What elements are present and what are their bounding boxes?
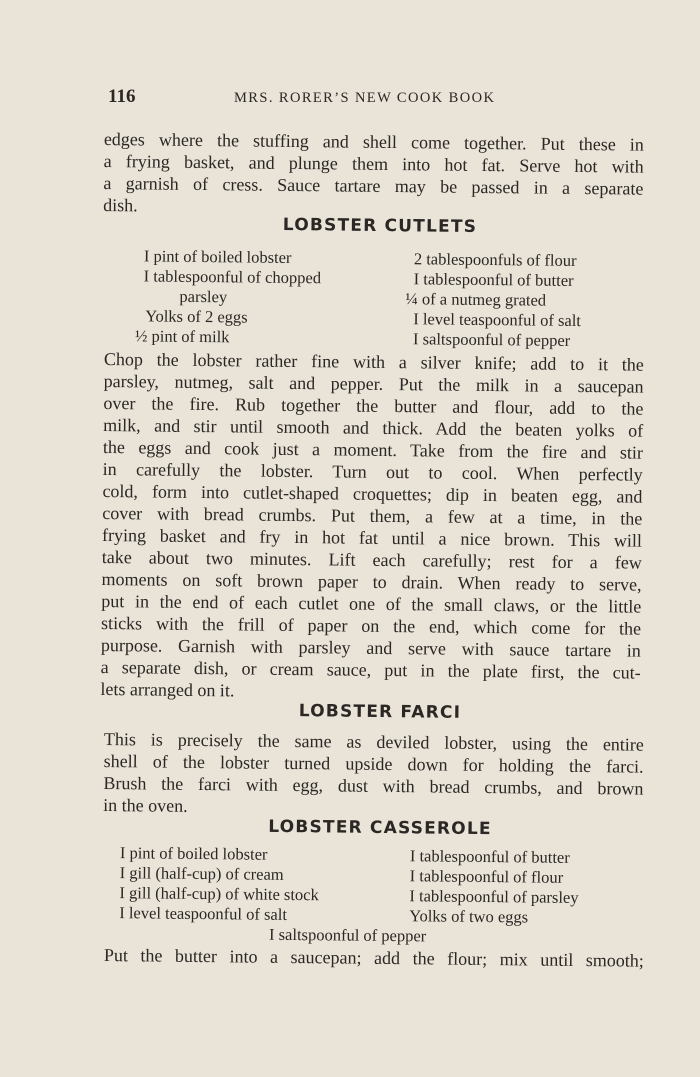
text-line: sticks with the frill of paper on the end, which come for the	[101, 612, 642, 639]
ingredient-right: Yolks of two eggs	[409, 906, 529, 927]
text-line: parsley, nutmeg, salt and pepper. Put the milk in a saucepan	[103, 370, 644, 397]
text-line: shell of the lobster turned upside down for holding the farci.	[103, 750, 644, 777]
ingredient-left: parsley	[179, 286, 228, 307]
text-line: purpose. Garnish with parsley and serve with sauce tartare in	[100, 634, 641, 661]
section-title-lobster-farci: LOBSTER FARCI	[298, 701, 462, 723]
text-line: take about two minutes. Lift each carefully; rest for a few	[101, 546, 642, 573]
page-header	[108, 86, 648, 112]
text-line: edges where the stuffing and shell come together. Put these in	[103, 128, 644, 155]
ingredient-left: I gill (half-cup) of cream	[119, 863, 284, 884]
ingredient-right: ¼ of a nutmeg grated	[405, 289, 547, 310]
ingredient-right: I tablespoonful of butter	[413, 269, 574, 290]
text-line: in the oven.	[103, 794, 188, 816]
ingredient-row	[103, 326, 643, 352]
text-line: Brush the farci with egg, dust with bread crumbs, and brown	[103, 772, 644, 799]
text-line: Put the butter into a saucepan; add the flour; mix until smooth;	[103, 944, 644, 971]
ingredient-left: I level teaspoonful of salt	[119, 903, 288, 924]
ingredient-centered: I saltspoonful of pepper	[268, 924, 427, 946]
text-line: put in the end of each cutlet one of the small claws, or the little	[101, 590, 642, 617]
ingredient-right: I tablespoonful of butter	[409, 846, 570, 867]
ingredient-left: I gill (half-cup) of white stock	[119, 883, 319, 905]
ingredient-right: I saltspoonful of pepper	[412, 329, 571, 350]
ingredients-lobster-cutlets	[103, 246, 644, 352]
text-line: frying basket and fry in hot fat until a nice brown. This will	[101, 524, 643, 551]
ingredient-left: I pint of boiled lobster	[143, 246, 292, 267]
ingredient-left: ½ pint of milk	[134, 326, 230, 347]
section-title-lobster-cutlets: LOBSTER CUTLETS	[282, 214, 478, 238]
ingredient-right: I tablespoonful of flour	[409, 866, 564, 887]
text-line: over the fire. Rub together the butter and flour, add to the	[103, 392, 644, 419]
ingredient-left: Yolks of 2 eggs	[145, 306, 248, 327]
ingredient-left: I tablespoonful of chopped	[143, 266, 322, 288]
ingredient-right: 2 tablespoonfuls of flour	[413, 249, 577, 270]
ingredients-lobster-casserole	[103, 843, 644, 949]
section-title-lobster-casserole: LOBSTER CASSEROLE	[268, 816, 492, 840]
page-number: 116	[108, 86, 136, 107]
text-line: This is precisely the same as deviled lobster, using the entire	[103, 728, 644, 755]
paragraph-lobster-cutlets	[100, 348, 644, 706]
text-line: the eggs and cook just a moment. Take from the fire and stir	[102, 436, 644, 463]
running-head: MRS. RORER’S NEW COOK BOOK	[234, 90, 496, 106]
text-line: a frying basket, and plunge them into hot fat. Serve hot with	[103, 150, 644, 177]
text-line: a separate dish, or cream sauce, put in the plate first, the cut-	[100, 656, 641, 683]
text-line: a garnish of cress. Sauce tartare may be passed in a separate	[103, 172, 644, 199]
text-line: milk, and stir until smooth and thick. Add the beaten yolks of	[103, 414, 644, 441]
ingredient-right: I level teaspoonful of salt	[413, 309, 582, 330]
text-line: in carefully the lobster. Turn out to cool. When perfectly	[102, 458, 643, 485]
text-line: Chop the lobster rather fine with a silver knife; add to it the	[103, 348, 644, 375]
text-line: dish.	[103, 194, 138, 216]
text-line: lets arranged on it.	[100, 678, 235, 701]
text-line: cold, form into cutlet-shaped croquettes; dip in beaten egg, and	[102, 480, 643, 507]
ingredient-right: I tablespoonful of parsley	[409, 886, 579, 907]
intro-paragraph	[103, 128, 644, 222]
paragraph-lobster-casserole	[104, 944, 644, 972]
ingredient-left: I pint of boiled lobster	[119, 843, 268, 864]
text-line: cover with bread crumbs. Put them, a few at a time, in the	[102, 502, 643, 529]
text-line: moments on soft brown paper to drain. When ready to serve,	[101, 568, 642, 595]
paragraph-lobster-farci	[103, 728, 644, 822]
